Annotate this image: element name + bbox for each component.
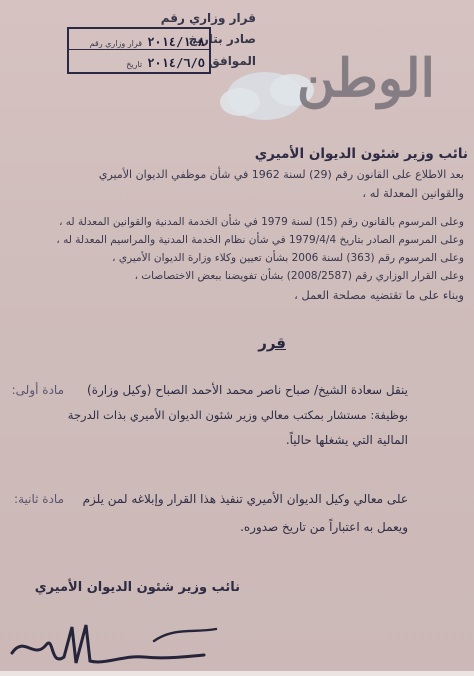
article-1-label: مادة أولى:: [11, 383, 64, 397]
page-title: نائب وزير شئون الديوان الأميري: [254, 146, 468, 162]
preamble-line: وعلى المرسوم الصادر بتاريخ 1979/4/4 في شأن نظام الخدمة المدنية والمراسيم المعدلة له ،: [56, 234, 464, 246]
decision-number-value: ٢٠١٤/١٠٨: [147, 35, 205, 49]
handwritten-signature: [4, 605, 234, 675]
decision-date-value: ٢٠١٤/٦/٥: [147, 56, 205, 70]
decision-number-label: قرار وزاري رقم: [160, 11, 256, 25]
article-2-line: على معالي وكيل الديوان الأميري تنفيذ هذا القرار وإبلاغه لمن يلزم: [82, 492, 408, 506]
newspaper-logo: [210, 48, 435, 138]
preamble-line: وعلى القرار الوزاري رقم (2008/2587) بشأن تفويضنا ببعض الاختصاصات ،: [134, 270, 464, 282]
preamble-line: وبناء على ما تقتضيه مصلحة العمل ،: [294, 288, 464, 302]
decision-number-prefix: قرار وزاري رقم: [89, 39, 143, 48]
preamble-line: والقوانين المعدلة له ،: [362, 186, 464, 200]
preamble-line: وعلى المرسوم بالقانون رقم (15) لسنة 1979 في شأن الخدمة المدنية والقوانين المعدلة له ،: [59, 216, 464, 228]
preamble-line: وعلى المرسوم رقم (363) لسنة 2006 بشأن تعيين وكلاء وزارة الديوان الأميري ،: [112, 252, 464, 264]
box-divider: [69, 49, 209, 50]
logo-text: الوطن: [296, 48, 435, 109]
decision-reference-box: [67, 27, 211, 74]
article-1-line: ينقل سعادة الشيخ/ صباح ناصر محمد الأحمد الصباح (وكيل وزارة): [87, 383, 408, 397]
corresponding-date-label: الموافق: [209, 54, 256, 68]
article-1-line: بوظيفة: مستشار بمكتب معالي وزير شئون الديوان الأميري بذات الدرجة: [67, 408, 408, 422]
article-2-label: مادة ثانية:: [14, 492, 64, 506]
article-1-line: المالية التي يشغلها حالياً.: [285, 433, 408, 447]
preamble-line: بعد الاطلاع على القانون رقم (29) لسنة 1962 في شأن موظفي الديوان الأميري: [98, 168, 464, 181]
page-bottom-edge: [0, 671, 474, 676]
issued-date-label: صادر بتاريخ: [188, 32, 256, 46]
article-2-line: ويعمل به اعتباراً من تاريخ صدوره.: [240, 520, 408, 534]
signatory-title: نائب وزير شئون الديوان الأميري: [34, 580, 240, 595]
decision-date-prefix: تاريخ: [126, 60, 143, 69]
decision-heading: قرر: [258, 334, 286, 352]
